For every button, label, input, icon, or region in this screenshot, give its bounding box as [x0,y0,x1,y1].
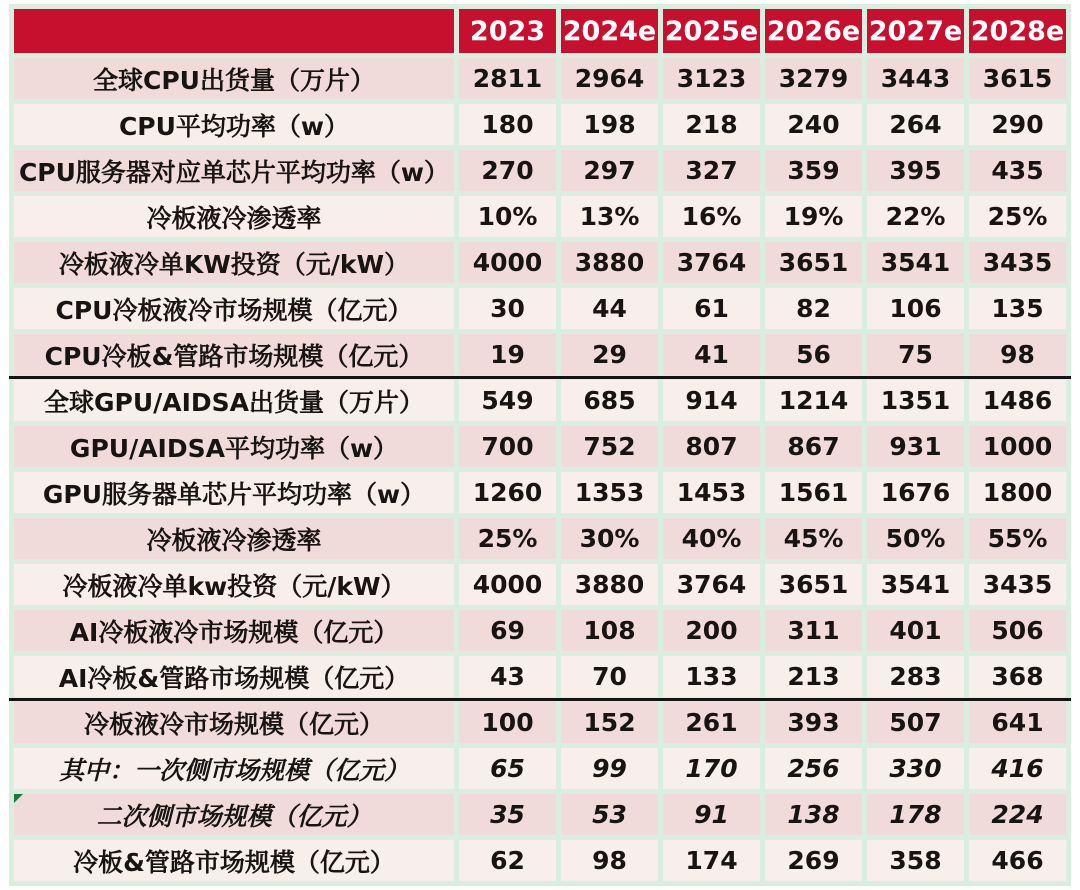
value-cell: 283 [867,656,964,697]
table-row [14,58,1066,99]
corner-cell [14,9,454,53]
value-cell: 4000 [459,564,556,605]
value-cell: 3435 [969,242,1066,283]
value-cell: 174 [663,840,760,881]
table-row [14,288,1066,329]
value-cell: 99 [561,748,658,789]
value-cell: 30 [459,288,556,329]
value-cell: 224 [969,794,1066,835]
value-cell: 43 [459,656,556,697]
value-cell: 133 [663,656,760,697]
value-cell: 330 [867,748,964,789]
value-cell: 1453 [663,472,760,513]
row-label: GPU服务器单芯片平均功率（w） [14,472,454,513]
table-row [14,380,1066,421]
value-cell: 435 [969,150,1066,191]
table-row [14,196,1066,237]
row-label: CPU冷板液冷市场规模（亿元） [14,288,454,329]
value-cell: 1214 [765,380,862,421]
value-cell: 256 [765,748,862,789]
value-cell: 19 [459,334,556,375]
value-cell: 170 [663,748,760,789]
value-cell: 1800 [969,472,1066,513]
table-row [14,610,1066,651]
value-cell: 213 [765,656,862,697]
value-cell: 53 [561,794,658,835]
value-cell: 270 [459,150,556,191]
year-header-row [14,9,1066,53]
value-cell: 3764 [663,564,760,605]
value-cell: 685 [561,380,658,421]
comment-marker-icon [14,794,23,803]
value-cell: 3123 [663,58,760,99]
value-cell: 10% [459,196,556,237]
value-cell: 290 [969,104,1066,145]
value-cell: 65 [459,748,556,789]
value-cell: 70 [561,656,658,697]
table-row [14,472,1066,513]
value-cell: 914 [663,380,760,421]
value-cell: 30% [561,518,658,559]
value-cell: 395 [867,150,964,191]
table-row [14,656,1066,697]
value-cell: 240 [765,104,862,145]
value-cell: 3279 [765,58,862,99]
value-cell: 3443 [867,58,964,99]
table-row [14,794,1066,835]
table-row [14,334,1066,375]
value-cell: 19% [765,196,862,237]
year-header: 2028e [969,9,1066,53]
value-cell: 178 [867,794,964,835]
value-cell: 75 [867,334,964,375]
value-cell: 297 [561,150,658,191]
table-body [14,58,1066,881]
value-cell: 3651 [765,242,862,283]
value-cell: 393 [765,702,862,743]
value-cell: 3541 [867,242,964,283]
section-separator [9,376,1071,379]
value-cell: 327 [663,150,760,191]
value-cell: 152 [561,702,658,743]
value-cell: 1351 [867,380,964,421]
value-cell: 100 [459,702,556,743]
section-separator [9,698,1071,701]
value-cell: 359 [765,150,862,191]
value-cell: 69 [459,610,556,651]
value-cell: 269 [765,840,862,881]
year-header: 2024e [561,9,658,53]
table-row [14,702,1066,743]
value-cell: 1353 [561,472,658,513]
value-cell: 35 [459,794,556,835]
value-cell: 3541 [867,564,964,605]
value-cell: 3764 [663,242,760,283]
row-label: 全球CPU出货量（万片） [14,58,454,99]
value-cell: 368 [969,656,1066,697]
value-cell: 752 [561,426,658,467]
value-cell: 700 [459,426,556,467]
value-cell: 29 [561,334,658,375]
value-cell: 4000 [459,242,556,283]
table-row [14,518,1066,559]
row-label: GPU/AIDSA平均功率（w） [14,426,454,467]
value-cell: 2964 [561,58,658,99]
value-cell: 3615 [969,58,1066,99]
value-cell: 138 [765,794,862,835]
value-cell: 401 [867,610,964,651]
table-row [14,426,1066,467]
row-label: 冷板液冷单KW投资（元/kW） [14,242,454,283]
table-header [14,9,1066,53]
table-row [14,748,1066,789]
row-label: 冷板液冷渗透率 [14,518,454,559]
year-header: 2025e [663,9,760,53]
row-label: AI冷板液冷市场规模（亿元） [14,610,454,651]
table-row [14,150,1066,191]
table-row [14,564,1066,605]
value-cell: 41 [663,334,760,375]
value-cell: 198 [561,104,658,145]
value-cell: 1260 [459,472,556,513]
table-row [14,242,1066,283]
value-cell: 50% [867,518,964,559]
year-header: 2027e [867,9,964,53]
value-cell: 1000 [969,426,1066,467]
value-cell: 3651 [765,564,862,605]
value-cell: 931 [867,426,964,467]
value-cell: 61 [663,288,760,329]
row-label: 冷板液冷市场规模（亿元） [14,702,454,743]
value-cell: 13% [561,196,658,237]
row-label: CPU服务器对应单芯片平均功率（w） [14,150,454,191]
row-label: CPU平均功率（w） [14,104,454,145]
value-cell: 180 [459,104,556,145]
year-header: 2026e [765,9,862,53]
value-cell: 44 [561,288,658,329]
row-label: 冷板&管路市场规模（亿元） [14,840,454,881]
value-cell: 507 [867,702,964,743]
row-label: 冷板液冷渗透率 [14,196,454,237]
value-cell: 3880 [561,242,658,283]
value-cell: 25% [459,518,556,559]
value-cell: 45% [765,518,862,559]
value-cell: 261 [663,702,760,743]
value-cell: 62 [459,840,556,881]
value-cell: 549 [459,380,556,421]
value-cell: 55% [969,518,1066,559]
row-label: 其中：一次侧市场规模（亿元） [14,748,454,789]
forecast-table-wrapper [9,4,1071,886]
value-cell: 98 [561,840,658,881]
value-cell: 135 [969,288,1066,329]
row-label: 全球GPU/AIDSA出货量（万片） [14,380,454,421]
value-cell: 1561 [765,472,862,513]
value-cell: 25% [969,196,1066,237]
value-cell: 3435 [969,564,1066,605]
row-label: CPU冷板&管路市场规模（亿元） [14,334,454,375]
table-row [14,840,1066,881]
value-cell: 641 [969,702,1066,743]
value-cell: 416 [969,748,1066,789]
value-cell: 506 [969,610,1066,651]
year-header: 2023 [459,9,556,53]
value-cell: 218 [663,104,760,145]
row-label: 冷板液冷单kw投资（元/kW） [14,564,454,605]
value-cell: 200 [663,610,760,651]
value-cell: 108 [561,610,658,651]
value-cell: 16% [663,196,760,237]
value-cell: 807 [663,426,760,467]
row-label: 二次侧市场规模（亿元） [14,794,454,835]
value-cell: 106 [867,288,964,329]
value-cell: 56 [765,334,862,375]
value-cell: 311 [765,610,862,651]
value-cell: 466 [969,840,1066,881]
value-cell: 40% [663,518,760,559]
table-row [14,104,1066,145]
value-cell: 82 [765,288,862,329]
row-label: AI冷板&管路市场规模（亿元） [14,656,454,697]
value-cell: 91 [663,794,760,835]
value-cell: 264 [867,104,964,145]
value-cell: 3880 [561,564,658,605]
value-cell: 22% [867,196,964,237]
value-cell: 1676 [867,472,964,513]
value-cell: 98 [969,334,1066,375]
value-cell: 2811 [459,58,556,99]
value-cell: 1486 [969,380,1066,421]
value-cell: 867 [765,426,862,467]
liquid-cooling-forecast-table [9,4,1071,886]
value-cell: 358 [867,840,964,881]
